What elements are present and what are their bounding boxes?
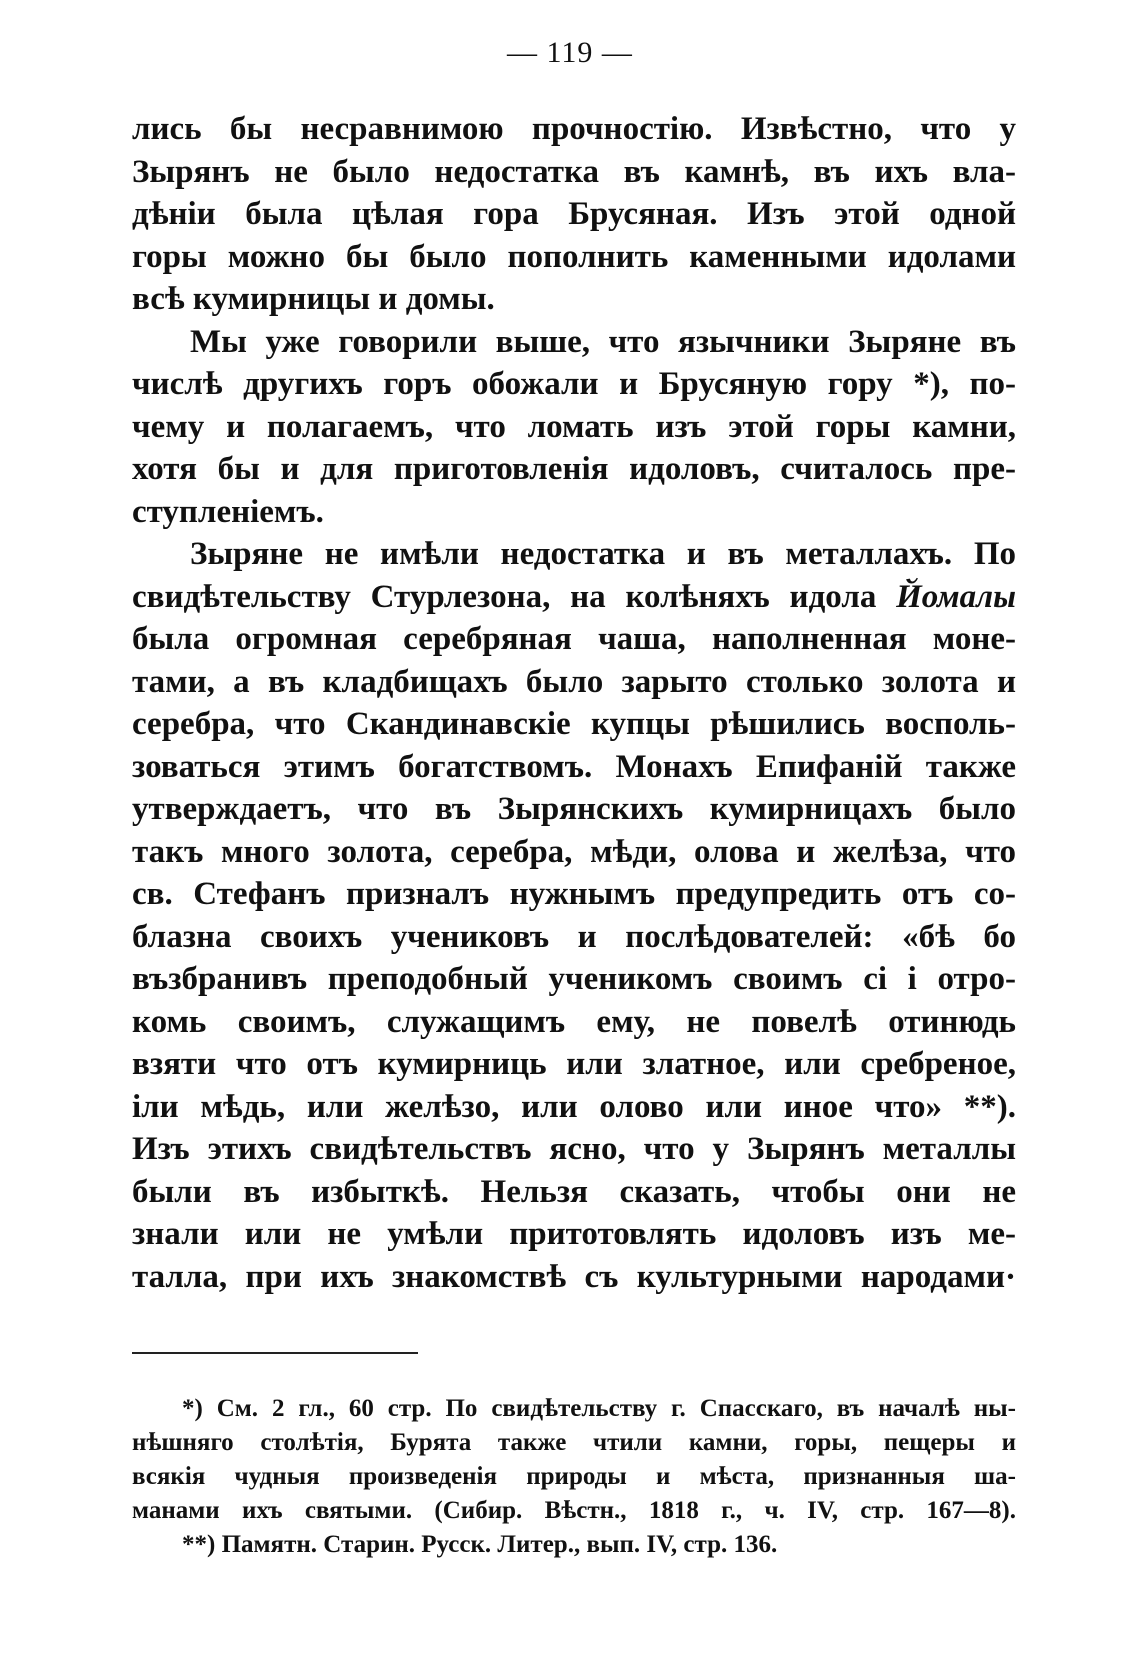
main-text bbox=[132, 108, 1016, 1298]
text-line: възбранивъ преподобный ученикомъ своимъ сі і отро- bbox=[132, 961, 1016, 997]
text-line: Изъ этихъ свидѣтельствъ ясно, что у Зырянъ металлы bbox=[132, 1131, 1016, 1167]
text-line bbox=[132, 576, 1016, 619]
text-line: дѣніи была цѣлая гора Брусяная. Изъ этой одной bbox=[132, 196, 1016, 232]
footnotes bbox=[132, 1392, 1016, 1562]
text-line: всѣ кумирницы и домы. bbox=[132, 281, 495, 317]
text-line: Зырянъ не было недостатка въ камнѣ, въ ихъ вла- bbox=[132, 153, 1016, 190]
footnote-line: **) Памятн. Старин. Русск. Литер., вып. IV, стр. 136. bbox=[182, 1531, 778, 1558]
text-line: числѣ другихъ горъ обожали и Брусяную гору *), по- bbox=[132, 366, 1016, 402]
footnote-divider bbox=[132, 1352, 418, 1354]
text-line: талла, при ихъ знакомствѣ съ культурными народами· bbox=[132, 1258, 1016, 1295]
text-line: была огромная серебряная чаша, наполненная моне- bbox=[132, 621, 1016, 657]
text-line: зоваться этимъ богатствомъ. Монахъ Епифаній также bbox=[132, 748, 1016, 785]
page-number: — 119 — bbox=[507, 36, 633, 69]
text-line: горы можно бы было пополнить каменными идолами bbox=[132, 238, 1016, 275]
text-line: Зыряне не имѣли недостатка и въ металлахъ. По bbox=[190, 536, 1016, 572]
text-line: были въ избыткѣ. Нельзя сказать, чтобы они не bbox=[132, 1173, 1016, 1210]
text-line: іли мѣдь, или желѣзо, или олово или иное что» **). bbox=[132, 1088, 1016, 1125]
text-line: чему и полагаемъ, что ломать изъ этой горы камни, bbox=[132, 408, 1016, 445]
text-line: Мы уже говорили выше, что язычники Зыряне въ bbox=[190, 323, 1016, 360]
text-line: комь своимъ, служащимъ ему, не повелѣ отинюдь bbox=[132, 1003, 1016, 1040]
text-line: взяти что отъ кумирниць или златное, или сребреное, bbox=[132, 1046, 1016, 1082]
text-line: лись бы несравнимою прочностію. Извѣстно, что у bbox=[132, 111, 1016, 147]
footnote-line: манами ихъ святыми. (Сибир. Вѣстн., 1818 г., ч. IV, стр. 167—8). bbox=[132, 1497, 1016, 1524]
text-line: хотя бы и для приготовленія идоловъ, считалось пре- bbox=[132, 451, 1016, 487]
text-line-part: свидѣтельству Стурлезона, на колѣняхъ идола bbox=[132, 578, 897, 615]
text-line: серебра, что Скандинавскіе купцы рѣшились восполь- bbox=[132, 706, 1016, 742]
text-line: тами, а въ кладбищахъ было зарыто столько золота и bbox=[132, 663, 1016, 700]
text-line: знали или не умѣли притотовлять идоловъ изъ ме- bbox=[132, 1216, 1016, 1252]
text-line: блазна своихъ учениковъ и послѣдователей: «бѣ бо bbox=[132, 918, 1016, 955]
text-line: такъ много золота, серебра, мѣди, олова и желѣза, что bbox=[132, 833, 1016, 870]
text-line: ступленіемъ. bbox=[132, 493, 324, 530]
text-line: утверждаетъ, что въ Зырянскихъ кумирницахъ было bbox=[132, 791, 1016, 827]
footnote-line: всякія чудныя произведенія природы и мѣста, признанныя ша- bbox=[132, 1463, 1016, 1490]
italic-term: Йомалы bbox=[896, 578, 1016, 615]
footnote-line: *) См. 2 гл., 60 стр. По свидѣтельству г. Спасскаго, въ началѣ ны- bbox=[182, 1395, 1016, 1422]
text-line: св. Стефанъ призналъ нужнымъ предупредить отъ со- bbox=[132, 876, 1016, 912]
footnote-line: нѣшняго столѣтія, Бурята также чтили камни, горы, пещеры и bbox=[132, 1429, 1016, 1456]
